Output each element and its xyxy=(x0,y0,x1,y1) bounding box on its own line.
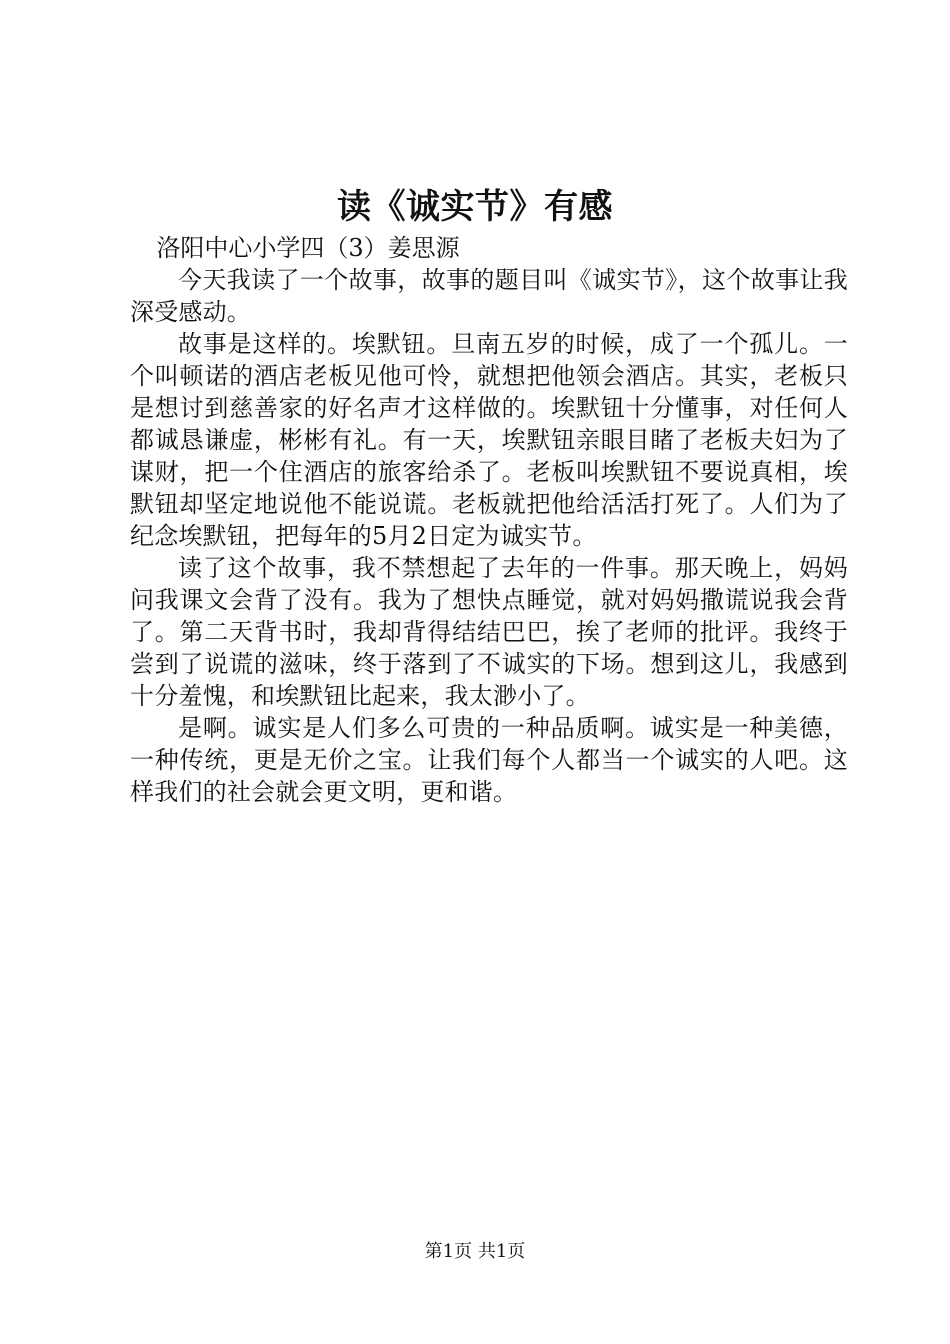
author-byline: 洛阳中心小学四（3）姜思源 xyxy=(156,234,460,262)
document-body xyxy=(130,232,848,808)
paragraph-2: 故事是这样的。埃默钮。旦南五岁的时候，成了一个孤儿。一个叫顿诺的酒店老板见他可怜，就想把他领会酒店。其实，老板只是想讨到慈善家的好名声才这样做的。埃默钮十分懂事，对任何人都诚恳谦虚，彬彬有礼。有一天，埃默钮亲眼目睹了老板夫妇为了谋财，把一个住酒店的旅客给杀了。老板叫埃默钮不要说真相，埃默钮却坚定地说他不能说谎。老板就把他给活活打死了。人们为了纪念埃默钮，把每年的5月2日定为诚实节。 xyxy=(130,330,848,550)
paragraph-1: 今天我读了一个故事，故事的题目叫《诚实节》，这个故事让我深受感动。 xyxy=(130,266,848,326)
document-title: 读《诚实节》有感 xyxy=(337,187,613,227)
paragraph-4: 是啊。诚实是人们多么可贵的一种品质啊。诚实是一种美德，一种传统，更是无价之宝。让我们每个人都当一个诚实的人吧。这样我们的社会就会更文明，更和谐。 xyxy=(130,714,848,806)
paragraph-3: 读了这个故事，我不禁想起了去年的一件事。那天晚上，妈妈问我课文会背了没有。我为了想快点睡觉，就对妈妈撒谎说我会背了。第二天背书时，我却背得结结巴巴，挨了老师的批评。我终于尝到了说谎的滋味，终于落到了不诚实的下场。想到这儿，我感到十分羞愧，和埃默钮比起来，我太渺小了。 xyxy=(130,554,848,710)
page-footer: 第1页 共1页 xyxy=(424,1241,526,1262)
